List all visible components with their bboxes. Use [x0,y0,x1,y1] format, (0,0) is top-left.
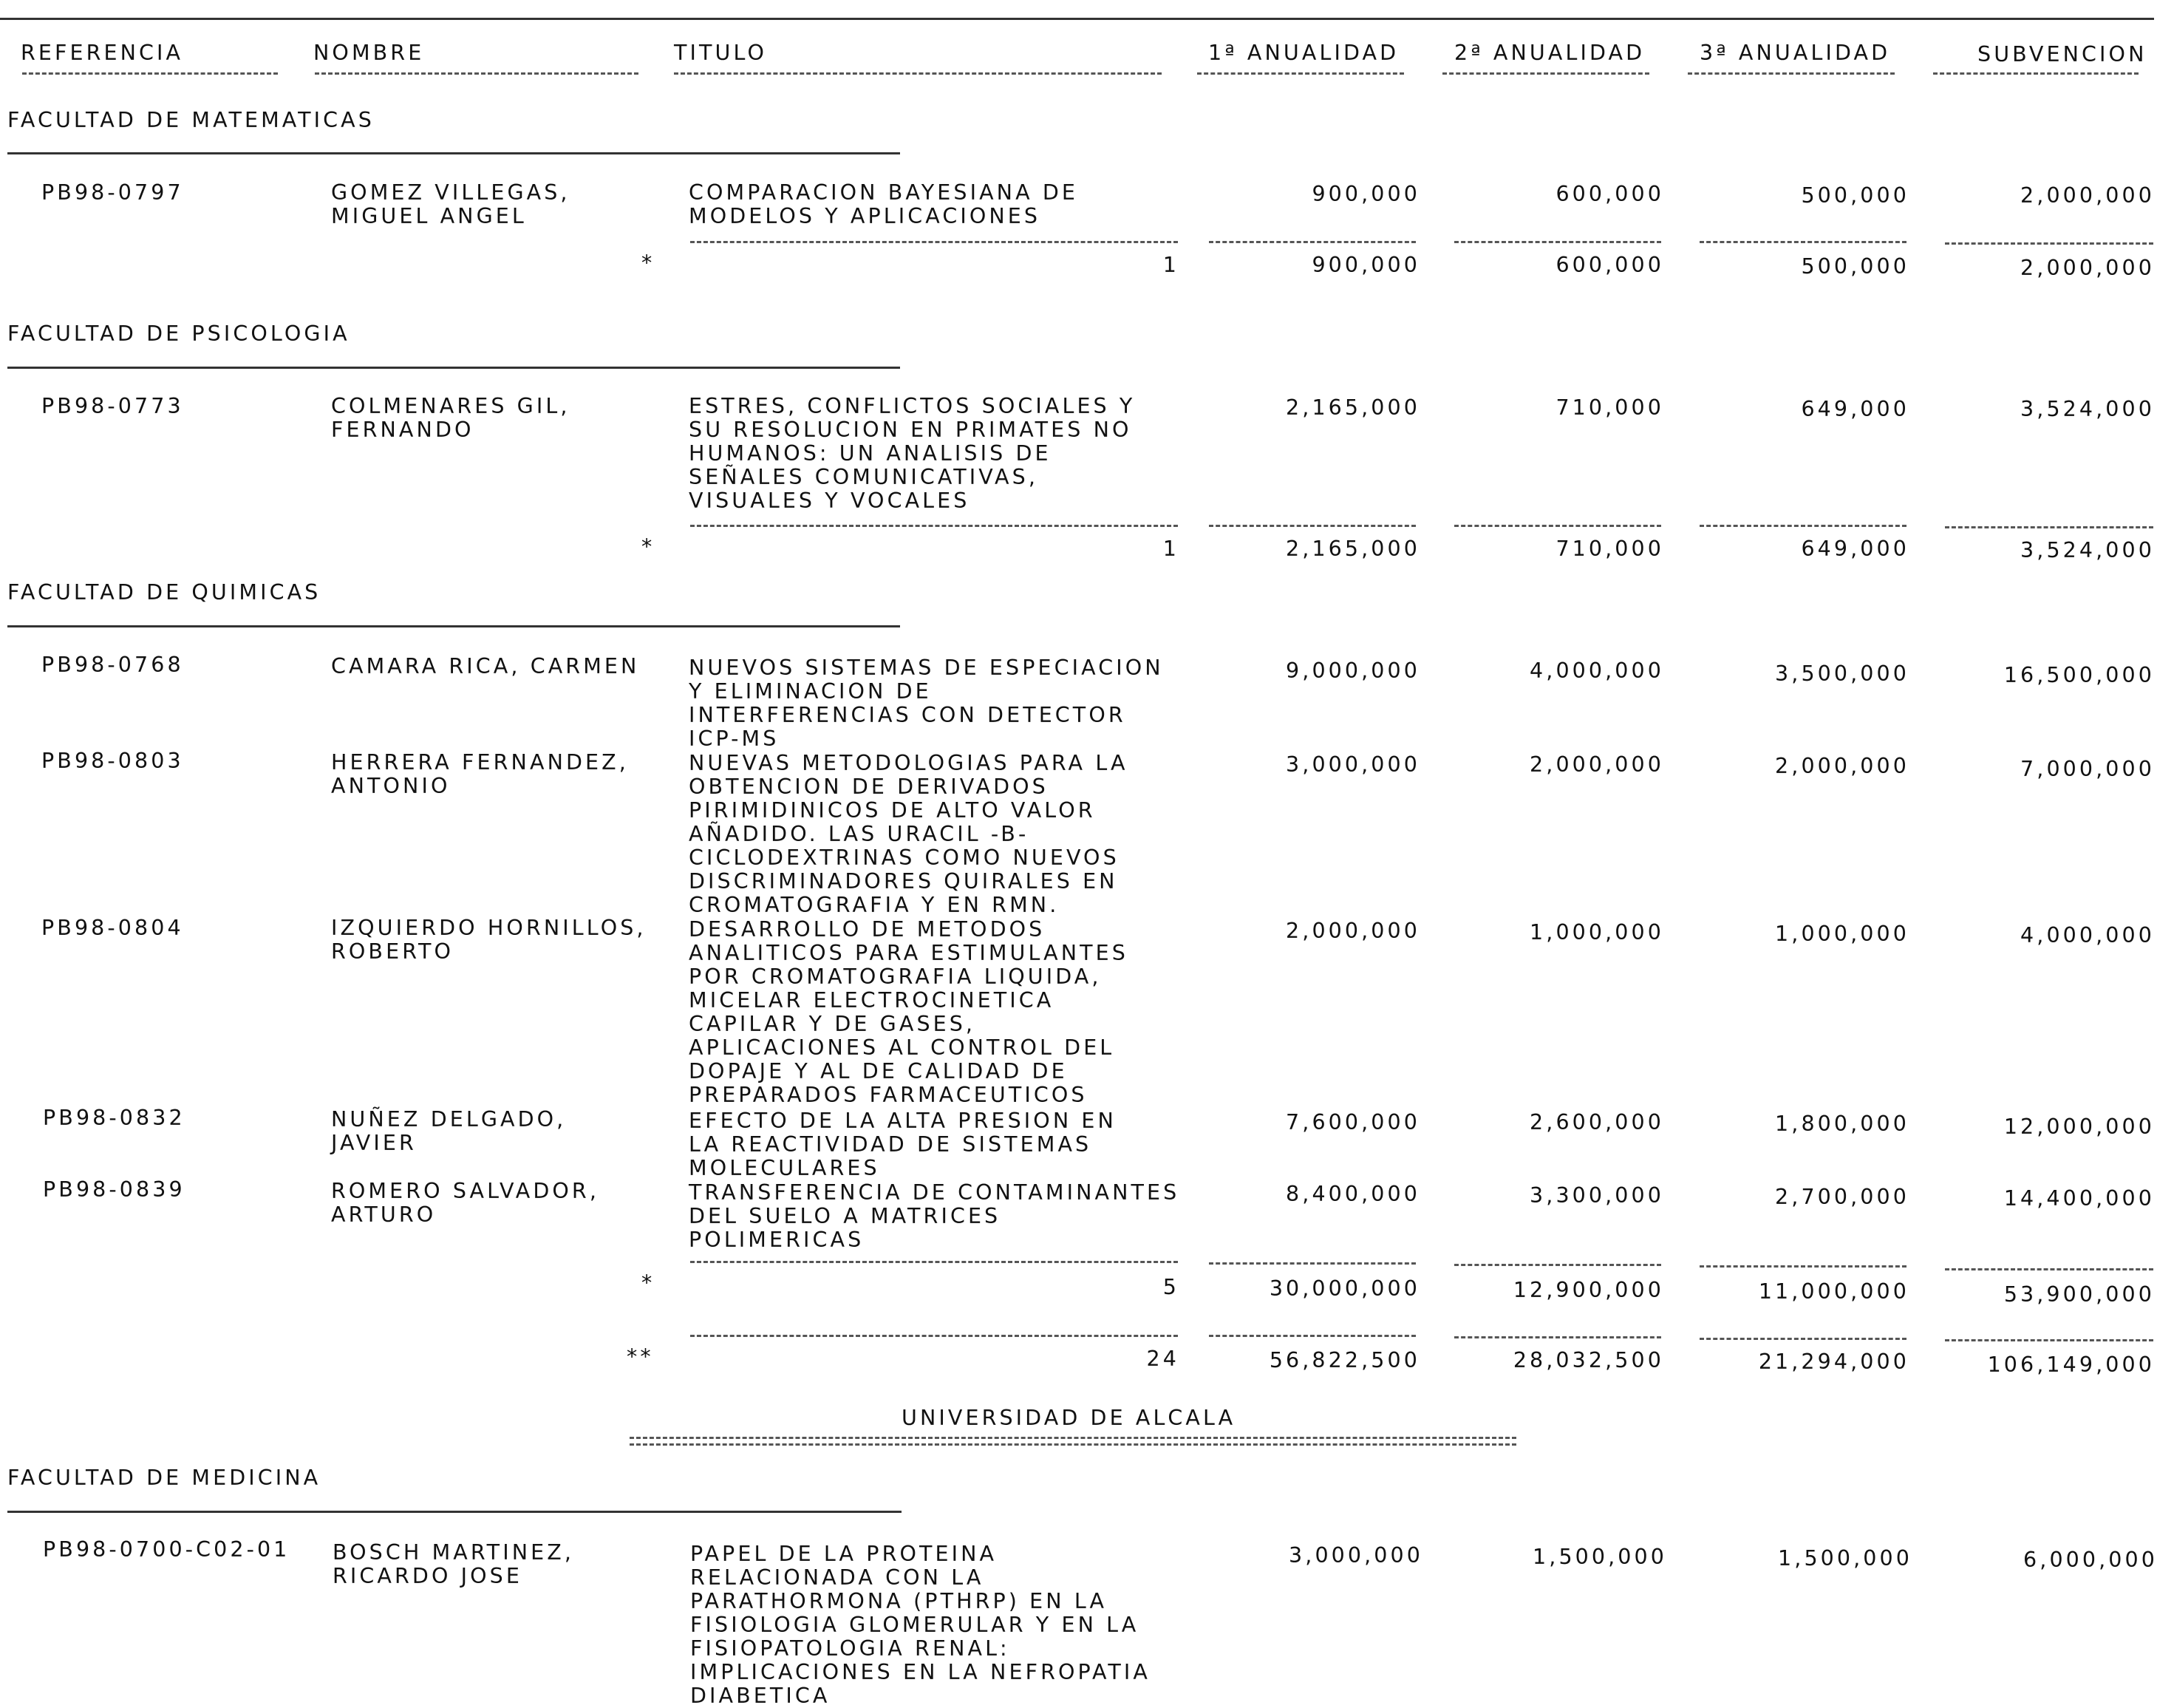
grand-total-anualidad-3: 21,294,000 [1758,1350,1909,1374]
row-titulo: COMPARACION BAYESIANA DE MODELOS Y APLICACIONES [689,180,1079,228]
subtotal-anualidad-3: 11,000,000 [1758,1279,1909,1304]
row-subvencion: 3,524,000 [2020,397,2155,421]
row-nombre: HERRERA FERNANDEZ, ANTONIO [331,750,629,798]
header-underline-anualidad-1 [1197,72,1404,75]
row-anualidad-2: 3,300,000 [1530,1183,1664,1208]
header-anualidad-2: 2ª ANUALIDAD [1454,41,1646,65]
header-referencia: REFERENCIA [21,41,184,65]
row-anualidad-2: 710,000 [1555,395,1664,420]
subtotal-rule-subvencion [1945,242,2153,245]
subtotal-rule-titulo [690,1261,1178,1263]
grand-total-anualidad-2: 28,032,500 [1513,1348,1664,1372]
subtotal-rule-anualidad-1 [1209,525,1416,527]
faculty-rule [7,625,900,627]
row-anualidad-1: 3,000,000 [1286,752,1420,777]
row-anualidad-3: 2,000,000 [1775,754,1909,778]
row-anualidad-1: 7,600,000 [1286,1110,1420,1134]
row-nombre: IZQUIERDO HORNILLOS, ROBERTO [331,916,647,964]
row-titulo: EFECTO DE LA ALTA PRESION EN LA REACTIVIDAD DE SISTEMAS MOLECULARES [689,1109,1117,1180]
row-referencia: PB98-0773 [41,394,184,418]
row-subvencion: 2,000,000 [2020,183,2155,208]
header-underline-anualidad-3 [1688,72,1895,75]
row-titulo: NUEVOS SISTEMAS DE ESPECIACION Y ELIMINACION DE INTERFERENCIAS CON DETECTOR ICP-MS [689,656,1164,751]
subtotal-rule-titulo [690,525,1178,527]
header-subvencion: SUBVENCION [1977,42,2147,67]
row-nombre: COLMENARES GIL, FERNANDO [331,394,570,442]
subtotal-anualidad-3: 500,000 [1801,254,1909,279]
subtotal-rule-subvencion [1945,1268,2153,1270]
row-referencia: PB98-0839 [43,1177,185,1202]
total-rule-titulo [690,1335,1178,1337]
subtotal-marker: * [641,1270,655,1295]
row-anualidad-2: 1,000,000 [1530,920,1664,945]
row-anualidad-3: 500,000 [1801,183,1909,208]
row-nombre: BOSCH MARTINEZ, RICARDO JOSE [333,1540,575,1588]
row-anualidad-3: 1,800,000 [1775,1112,1909,1136]
faculty-heading: FACULTAD DE QUIMICAS [7,580,321,605]
row-nombre: NUÑEZ DELGADO, JAVIER [331,1107,567,1155]
header-anualidad-3: 3ª ANUALIDAD [1700,41,1891,65]
row-referencia: PB98-0804 [41,916,184,940]
row-anualidad-2: 600,000 [1555,182,1664,206]
faculty-heading: FACULTAD DE MEDICINA [7,1466,321,1490]
header-underline-referencia [22,72,278,75]
subtotal-rule-titulo [690,241,1178,243]
header-underline-nombre [315,72,638,75]
subtotal-rule-anualidad-3 [1700,241,1906,243]
row-subvencion: 4,000,000 [2020,923,2155,947]
subtotal-rule-anualidad-3 [1700,525,1906,527]
subtotal-anualidad-3: 649,000 [1801,537,1909,561]
row-nombre: GOMEZ VILLEGAS, MIGUEL ANGEL [331,180,570,228]
row-anualidad-1: 2,165,000 [1286,395,1420,420]
row-anualidad-3: 1,500,000 [1778,1546,1912,1571]
subtotal-subvencion: 53,900,000 [2003,1282,2155,1307]
subtotal-count: 5 [1162,1275,1179,1299]
grand-total-anualidad-1: 56,822,500 [1269,1348,1420,1372]
faculty-rule [7,1511,902,1513]
row-subvencion: 7,000,000 [2020,757,2155,781]
row-anualidad-3: 1,000,000 [1775,922,1909,946]
faculty-heading: FACULTAD DE PSICOLOGIA [7,321,350,346]
university-heading: UNIVERSIDAD DE ALCALA [902,1406,1236,1430]
row-referencia: PB98-0768 [41,653,184,677]
header-anualidad-1: 1ª ANUALIDAD [1208,41,1400,65]
faculty-rule [7,367,900,369]
subtotal-rule-anualidad-2 [1454,1264,1661,1266]
row-anualidad-3: 649,000 [1801,397,1909,421]
row-anualidad-3: 3,500,000 [1775,661,1909,686]
subtotal-marker: * [641,251,655,275]
subtotal-anualidad-1: 900,000 [1312,253,1420,277]
row-referencia: PB98-0700-C02-01 [43,1537,290,1562]
grand-total-subvencion: 106,149,000 [1987,1353,2155,1377]
row-titulo: NUEVAS METODOLOGIAS PARA LA OBTENCION DE DERIVADOS PIRIMIDINICOS DE ALTO VALOR AÑADIDO. LAS URACIL -B- CICLODEXTRINAS COMO NUEVOS DISCRIMINADORES QUIRALES EN CROMATOGRAFIA Y EN RMN. [689,751,1128,917]
header-underline-titulo [674,72,1162,75]
subtotal-anualidad-2: 600,000 [1555,253,1664,277]
subtotal-count: 1 [1162,537,1179,561]
row-nombre: ROMERO SALVADOR, ARTURO [331,1179,599,1227]
total-rule-subvencion [1945,1339,2153,1341]
row-anualidad-1: 8,400,000 [1286,1182,1420,1206]
subtotal-anualidad-2: 710,000 [1555,537,1664,561]
subtotal-rule-anualidad-2 [1454,241,1661,243]
grand-total-count: 24 [1146,1347,1179,1371]
subtotal-anualidad-2: 12,900,000 [1513,1278,1664,1302]
row-anualidad-2: 1,500,000 [1533,1545,1667,1569]
subtotal-rule-anualidad-1 [1209,1262,1416,1265]
header-underline-subvencion [1933,72,2139,75]
subtotal-anualidad-1: 30,000,000 [1269,1276,1420,1301]
row-titulo: PAPEL DE LA PROTEINA RELACIONADA CON LA PARATHORMONA (PTHRP) EN LA FISIOLOGIA GLOMERULAR Y EN LA FISIOPATOLOGIA RENAL: IMPLICACIONES EN LA NEFROPATIA DIABETICA [690,1542,1151,1708]
row-anualidad-2: 2,600,000 [1530,1110,1664,1134]
faculty-rule [7,152,900,154]
row-referencia: PB98-0797 [41,180,184,205]
header-nombre: NOMBRE [313,41,425,65]
subtotal-rule-anualidad-3 [1700,1265,1906,1268]
grand-total-marker: ** [627,1344,654,1369]
subtotal-subvencion: 3,524,000 [2020,538,2155,562]
subtotal-rule-subvencion [1945,526,2153,528]
row-anualidad-1: 3,000,000 [1289,1543,1423,1568]
row-titulo: ESTRES, CONFLICTOS SOCIALES Y SU RESOLUCION EN PRIMATES NO HUMANOS: UN ANALISIS DE SEÑALES COMUNICATIVAS, VISUALES Y VOCALES [689,394,1136,513]
header-titulo: TITULO [674,41,767,65]
row-titulo: DESARROLLO DE METODOS ANALITICOS PARA ESTIMULANTES POR CROMATOGRAFIA LIQUIDA, MICELAR ELECTROCINETICA CAPILAR Y DE GASES, APLICACIONES AL CONTROL DEL DOPAJE Y AL DE CALIDAD DE PREPARADOS FARMACEUTICOS [689,917,1128,1107]
subtotal-count: 1 [1162,253,1179,277]
header-underline-anualidad-2 [1442,72,1649,75]
row-anualidad-2: 2,000,000 [1530,752,1664,777]
row-anualidad-1: 2,000,000 [1286,919,1420,943]
subtotal-rule-anualidad-2 [1454,525,1661,527]
row-anualidad-3: 2,700,000 [1775,1185,1909,1209]
row-subvencion: 12,000,000 [2003,1115,2155,1139]
row-subvencion: 6,000,000 [2023,1548,2158,1572]
row-subvencion: 16,500,000 [2003,663,2155,687]
subtotal-marker: * [641,534,655,559]
total-rule-anualidad-2 [1454,1336,1661,1338]
subtotal-anualidad-1: 2,165,000 [1286,537,1420,561]
subtotal-subvencion: 2,000,000 [2020,256,2155,280]
row-nombre: CAMARA RICA, CARMEN [331,654,640,678]
faculty-heading: FACULTAD DE MATEMATICAS [7,108,375,132]
subtotal-rule-anualidad-1 [1209,241,1416,243]
university-double-rule [630,1437,1516,1446]
row-anualidad-1: 900,000 [1312,182,1420,206]
total-rule-anualidad-3 [1700,1338,1906,1340]
row-subvencion: 14,400,000 [2003,1186,2155,1211]
row-anualidad-1: 9,000,000 [1286,659,1420,683]
row-anualidad-2: 4,000,000 [1530,659,1664,683]
row-titulo: TRANSFERENCIA DE CONTAMINANTES DEL SUELO A MATRICES POLIMERICAS [689,1180,1180,1252]
total-rule-anualidad-1 [1209,1335,1416,1337]
row-referencia: PB98-0803 [41,749,184,773]
top-rule [0,18,2154,20]
row-referencia: PB98-0832 [43,1106,185,1130]
